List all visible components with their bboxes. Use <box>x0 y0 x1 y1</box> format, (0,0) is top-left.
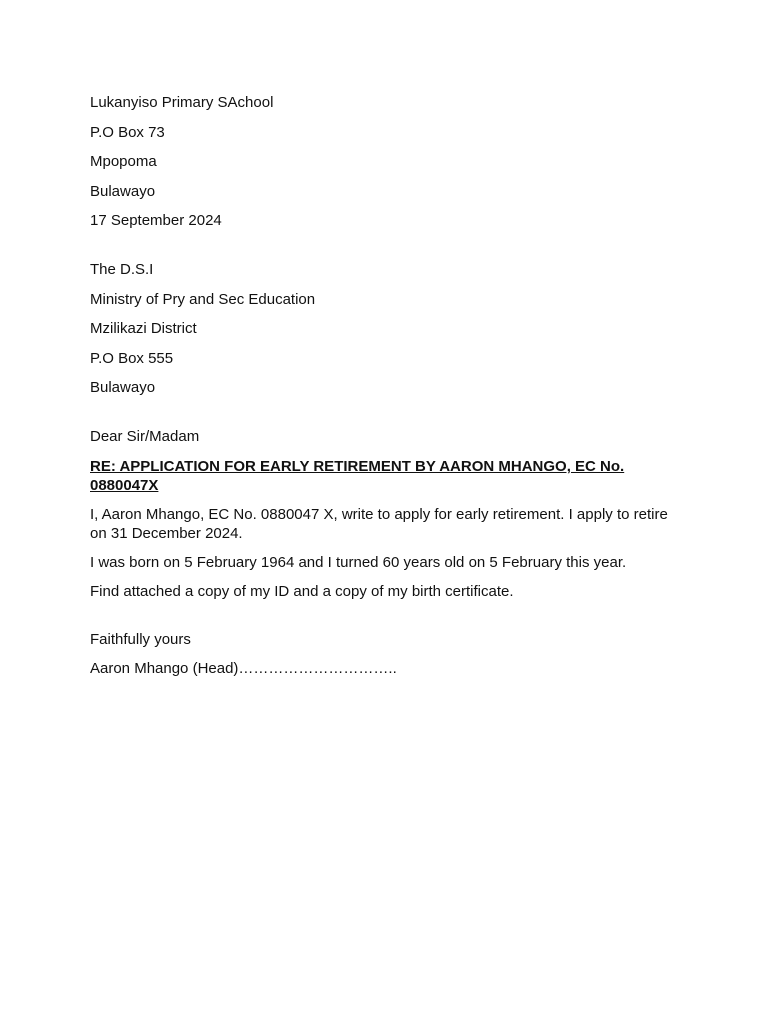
body-paragraph: I, Aaron Mhango, EC No. 0880047 X, write to apply for early retirement. I apply to retire on 31 December 2024. <box>90 505 668 542</box>
body-paragraph: I was born on 5 February 1964 and I turned 60 years old on 5 February this year. <box>90 553 627 571</box>
spacer <box>90 241 680 260</box>
letter-body <box>90 93 680 689</box>
recipient-city: Bulawayo <box>90 379 156 397</box>
sender-address <box>90 93 680 230</box>
sender-school: Lukanyiso Primary SAchool <box>90 94 274 111</box>
spacer <box>90 408 680 427</box>
salutation: Dear Sir/Madam <box>90 427 200 445</box>
recipient-district: Mzilikazi District <box>90 320 197 338</box>
signature-line: Aaron Mhango (Head)………………………….. <box>90 660 397 678</box>
sender-suburb: Mpopoma <box>90 153 157 171</box>
sender-box: P.O Box 73 <box>90 123 165 141</box>
recipient-box: P.O Box 555 <box>90 349 174 367</box>
recipient-title: The D.S.I <box>90 260 154 278</box>
recipient-address <box>90 260 680 397</box>
letter-date: 17 September 2024 <box>90 212 222 230</box>
spacer <box>90 611 680 630</box>
sender-city: Bulawayo <box>90 182 156 200</box>
closing: Faithfully yours <box>90 630 191 648</box>
subject-line: RE: APPLICATION FOR EARLY RETIREMENT BY AARON MHANGO, EC No. 0880047X <box>90 457 625 494</box>
body-paragraph: Find attached a copy of my ID and a copy of my birth certificate. <box>90 582 514 600</box>
recipient-ministry: Ministry of Pry and Sec Education <box>90 290 316 308</box>
